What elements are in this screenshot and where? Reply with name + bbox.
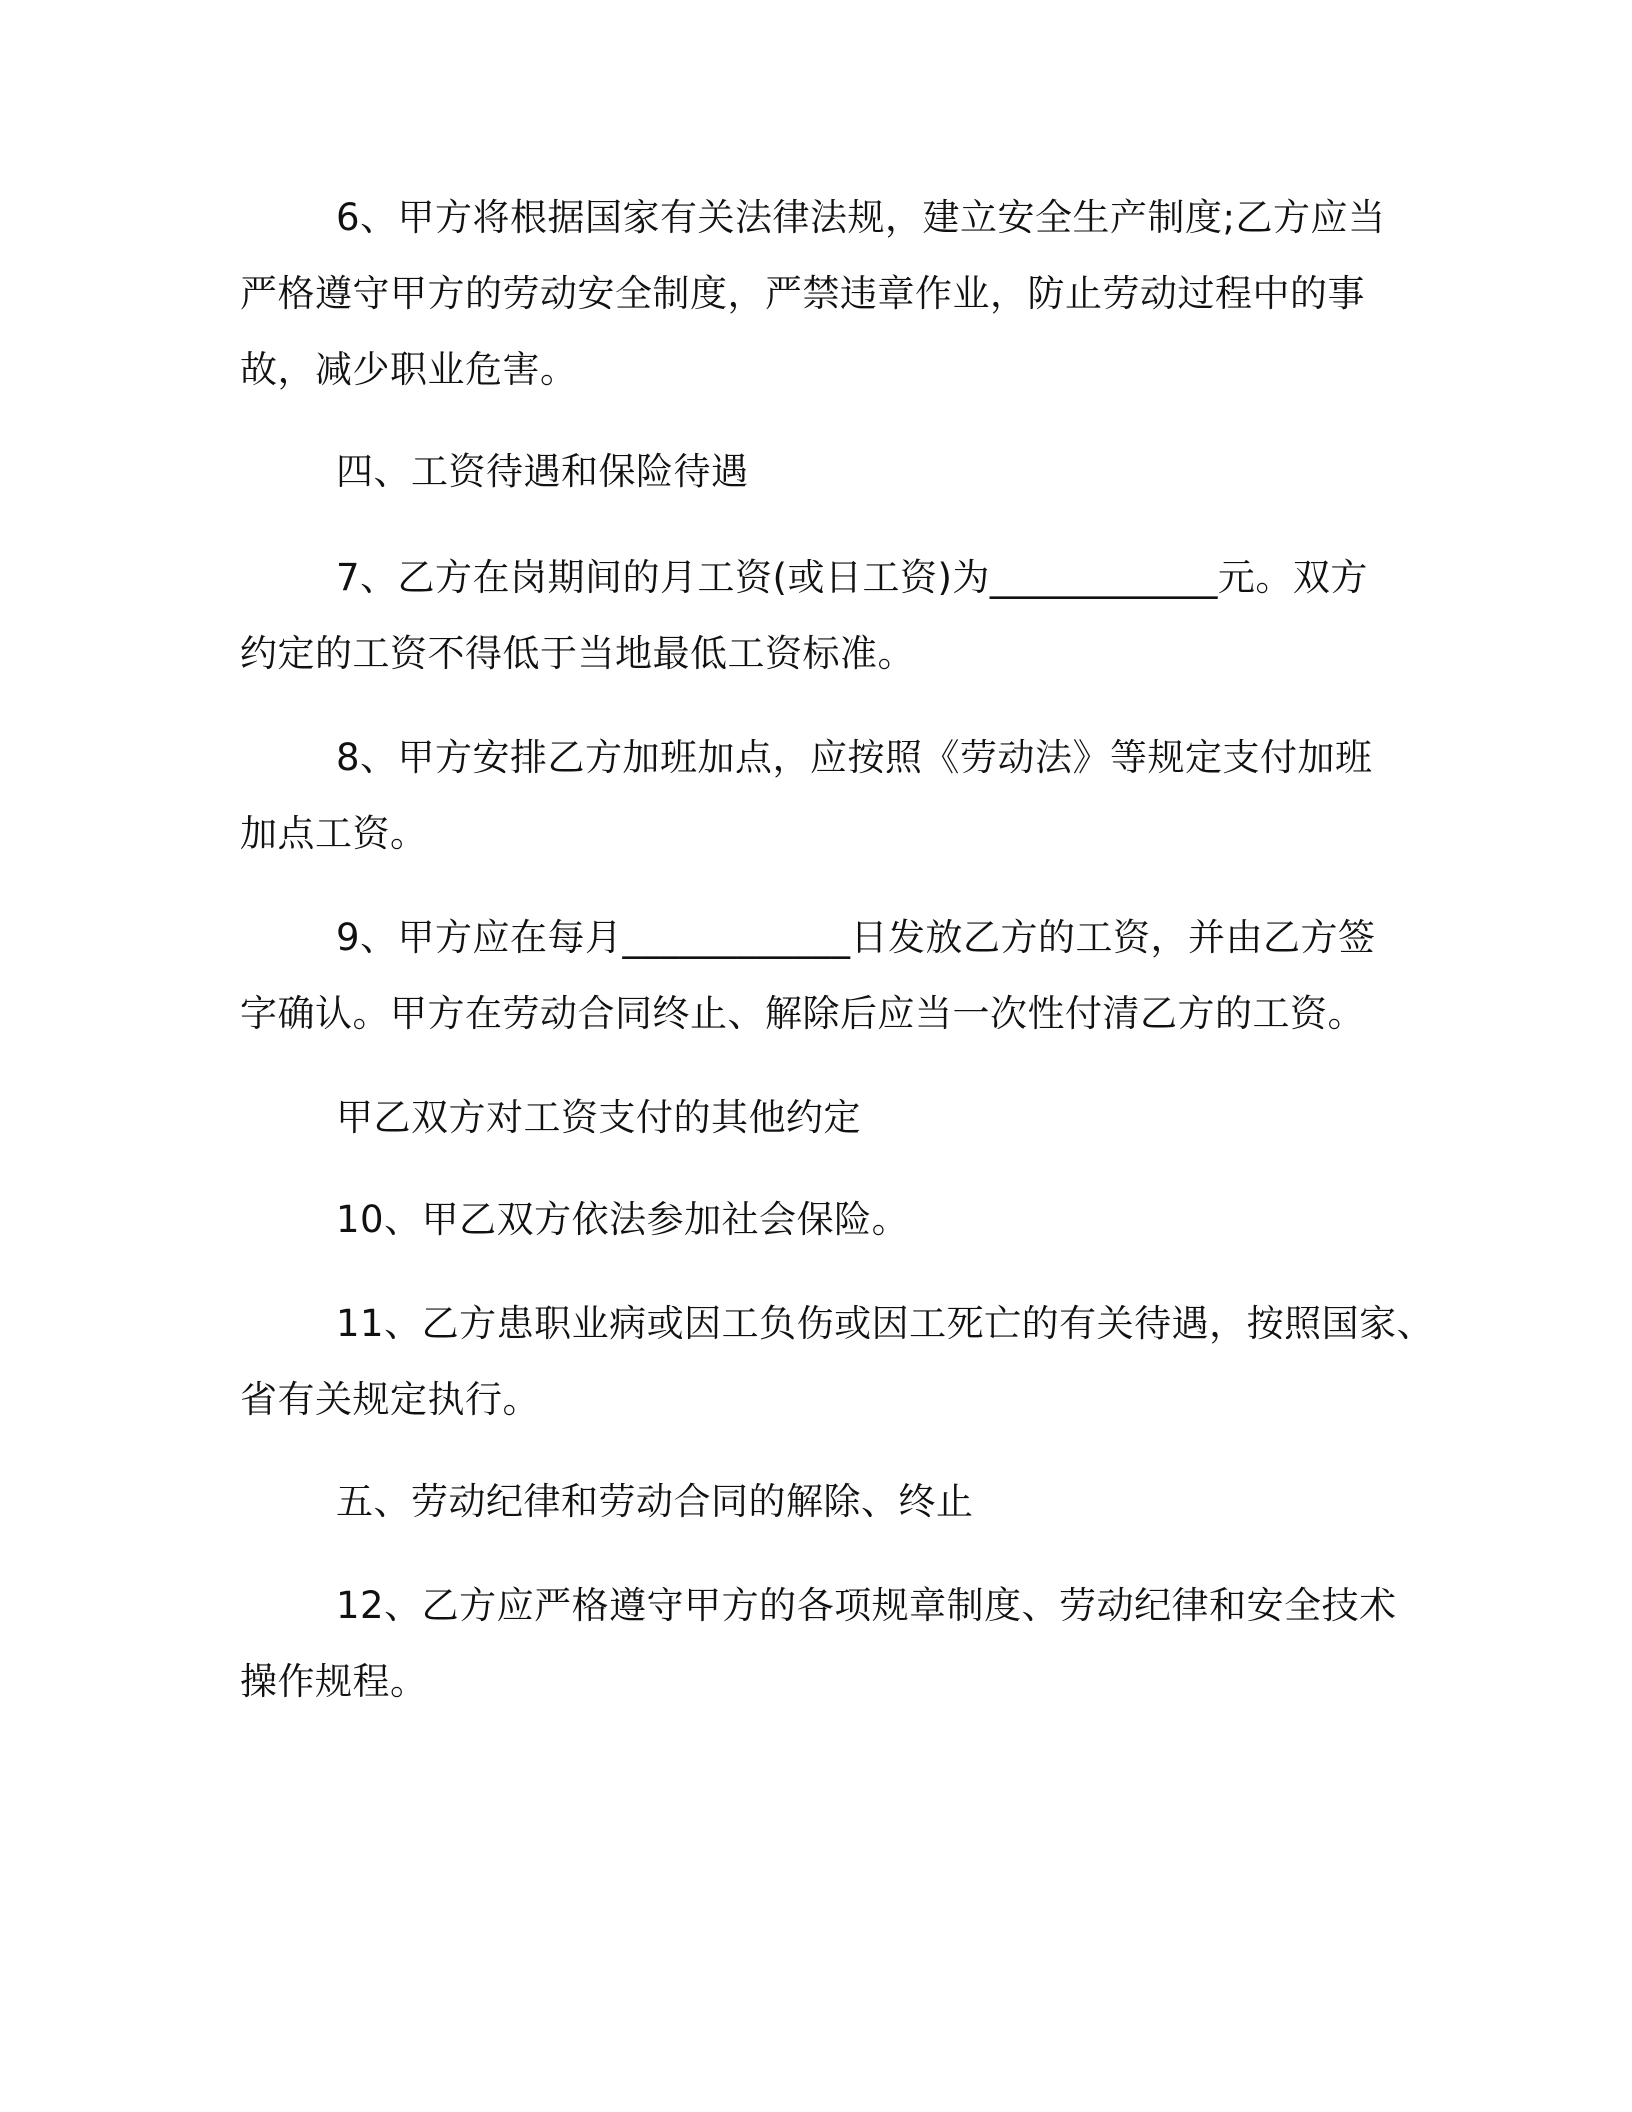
section-heading-wages-insurance [240,434,1420,510]
paragraph-line: 操作规程。 [240,1660,428,1703]
paragraph-line: 8、甲方安排乙方加班加点，应按照《劳动法》等规定支付加班 [336,736,1373,779]
paragraph-line: 11、乙方患职业病或因工负伤或因工死亡的有关待遇，按照国家、 [336,1302,1435,1345]
paragraph-line: 加点工资。 [240,812,428,855]
paragraph-line: 约定的工资不得低于当地最低工资标准。 [240,632,915,675]
paragraph-line: 6、甲方将根据国家有关法律法规，建立安全生产制度;乙方应当 [336,196,1386,239]
paragraph-line: 四、工资待遇和保险待遇 [336,450,749,493]
paragraph-line: 7、乙方在岗期间的月工资(或日工资)为____________元。双方 [336,556,1368,599]
paragraph-clause-12 [240,1568,1420,1720]
paragraph-line: 9、甲方应在每月____________日发放乙方的工资，并由乙方签 [336,916,1376,959]
paragraph-clause-10 [240,1182,1420,1258]
paragraph-line: 省有关规定执行。 [240,1378,540,1421]
paragraph-line: 10、甲乙双方依法参加社会保险。 [336,1198,910,1241]
paragraph-line: 甲乙双方对工资支付的其他约定 [336,1096,861,1139]
paragraph-line: 字确认。甲方在劳动合同终止、解除后应当一次性付清乙方的工资。 [240,992,1365,1035]
paragraph-clause-11 [240,1286,1435,1438]
paragraph-clause-6 [240,180,1420,408]
paragraph-line: 12、乙方应严格遵守甲方的各项规章制度、劳动纪律和安全技术 [336,1584,1397,1627]
paragraph-line: 严格遵守甲方的劳动安全制度，严禁违章作业，防止劳动过程中的事 [240,272,1365,315]
section-heading-discipline-termination [240,1464,1420,1540]
paragraph-clause-8 [240,720,1420,872]
paragraph-clause-9 [240,900,1420,1052]
paragraph-other-wage-agreements [240,1080,1420,1156]
paragraph-line: 故，减少职业危害。 [240,348,578,391]
paragraph-clause-7 [240,540,1420,692]
paragraph-line: 五、劳动纪律和劳动合同的解除、终止 [336,1480,974,1523]
